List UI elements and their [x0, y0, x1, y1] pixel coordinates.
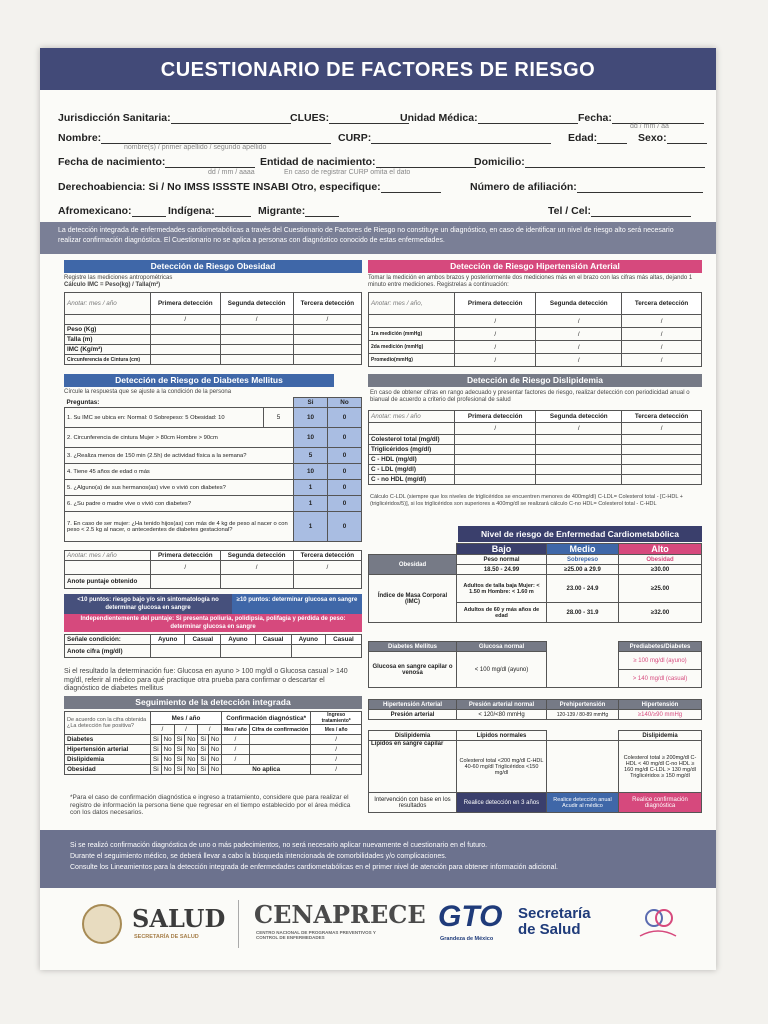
secretaria-salud-logo: Secretaría de Salud — [518, 905, 591, 938]
salud-logo-sub: SECRETARÍA DE SALUD — [134, 934, 199, 940]
footer-line-1: Si se realizó confirmación diagnóstica de uno o más padecimientos, no será necesario aplicar nuevamente el cuestionario en el futuro. — [70, 842, 488, 849]
diabetes-independent-note: Independientemente del puntaje: Si presenta poliuria, polidipsia, polifagia y pérdida de peso: determinar glucosa en sangre — [64, 614, 362, 632]
seguimiento-header: Seguimiento de la detección integrada — [64, 696, 362, 709]
dislipidemia-table: Anotar: mes / año Primera detección Segunda detección Tercera detección / / / Colesterol total (mg/dl) Triglicéridos (mg/dl) C - HDL (mg/dl) C - LDL (mg/dl) C - no HDL (mg/dl) — [368, 410, 702, 485]
obesidad-note: Registre las mediciones antropométricas — [64, 275, 173, 281]
curp-hint: En caso de registrar CURP omita el dato — [284, 169, 411, 176]
diabetes-score-table: Anotar: mes / año Primera detección Segunda detección Tercera detección / / / Anote puntaje obtenido — [64, 550, 362, 589]
obesidad-header: Detección de Riesgo Obesidad — [64, 260, 362, 273]
field-tel[interactable]: Tel / Cel: — [548, 205, 691, 217]
footer-notes — [40, 830, 716, 888]
nivel-header: Nivel de riesgo de Enfermedad Cardiometabólica — [458, 526, 702, 542]
seguimiento-footnote: *Para el caso de confirmación diagnóstica e ingreso a tratamiento, considere que para realizar el registro de información la persona tiene que regresar en el tiempo establecido por el área médica con los datos necesarios. — [70, 794, 351, 816]
cenaprece-logo: CENAPRECE — [254, 900, 426, 929]
obesidad-table: Anotar: mes / año Primera detección Segunda detección Tercera detección / / / Peso (Kg) Talla (m) IMC (Kg/m²) Circunferencia de Cintura (cm) — [64, 292, 362, 365]
nivel-hipertension-table: Hipertensión Arterial Presión arterial normal Prehipertensión Hipertensión Presión arterial < 120/<80 mmHg 120-139 / 80-89 mmHg ≥140/≥90 mmHg — [368, 699, 702, 720]
field-derechoabiencia[interactable]: Derechoabiencia: Si / No IMSS ISSSTE INSABI Otro, especifique: — [58, 181, 441, 193]
questionnaire-sheet — [40, 48, 716, 970]
field-unidad[interactable]: Unidad Médica: — [400, 112, 578, 124]
seguimiento-table: De acuerdo con la cifra obtenida ¿La detección fue positiva? Mes / año Confirmación diagnóstica* Ingreso tratamiento* / / / Mes / año Cifra de confirmación Mes / año Diabetes Si No Si No Si No / / Hipertensión arterial Si No Si No Si No / / Dislipidemia Si No Si No Si No / / Obesidad Si No Si No Si No No aplica / — [64, 711, 362, 775]
fecha-hint: dd / mm / aa — [630, 123, 669, 130]
diabetes-note: Círcule la respuesta que se ajuste a la condición de la persona — [64, 389, 232, 395]
field-domicilio[interactable]: Domicilio: — [474, 156, 705, 168]
diabetes-questions: Preguntas: Si No 1. Su IMC se ubica en: Normal: 0 Sobrepeso: 5 Obesidad: 10 5 10 0 2. Circunferencia de cintura Mujer > 80cm Hombre > 90cm 10 0 3. ¿Realiza menos de 150 min (2.5h) de actividad física a la semana? 5 0 4. Tiene 45 años de edad o más 10 0 5. ¿Alguno(a) de sus hermanos(as) vive o vivió con diabetes? 1 0 6. ¿Su padre o madre vive o vivió con diabetes? 1 0 7. En caso de ser mujer: ¿Ha tenido hijos(as) con más de 4 kg de peso al nacer o con peso < 2.5 kg al nacer, o antecedentes de diabetes gestacional? 1 0 — [64, 397, 362, 542]
program-logo-icon — [636, 904, 680, 944]
dislipidemia-header: Detección de Riesgo Dislipidemia — [368, 374, 702, 387]
diabetes-low-risk-note: <10 puntos: riesgo bajo y/o sin sintomatología no determinar glucosa en sangre — [64, 594, 232, 614]
nivel-riesgo-table: Bajo Medio Alto Obesidad Peso normal Sobrepeso Obesidad 18.50 - 24.99 ≥25.00 a 29.9 ≥30.00 Índice de Masa Corporal (IMC) Adultos de talla baja Mujer: < 1.50 m Hombre: < 1.60 m 23.00 - 24.9 ≥25.00 Adultos de 60 y más años de edad 28.00 - 31.9 ≥32.00 — [368, 543, 702, 623]
field-migrante[interactable]: Migrante: — [258, 205, 339, 217]
nombre-hint: nombre(s) / primer apellido / segundo apellido — [124, 144, 267, 151]
field-nacimiento[interactable]: Fecha de nacimiento: — [58, 156, 255, 168]
field-fecha[interactable]: Fecha: — [578, 112, 704, 124]
field-sexo[interactable]: Sexo: — [638, 132, 707, 144]
field-afiliacion[interactable]: Número de afiliación: — [470, 181, 703, 193]
hipertension-note: Tomar la medición en ambos brazos y posteriormente dos mediciones más en el brazo con las cifras más altas, dejando 1 minuto entre mediciones. Registrelas a continuación: — [368, 275, 693, 288]
gto-logo-sub: Grandeza de México — [440, 936, 494, 942]
obesidad-formula: Cálculo IMC = Peso(kg) / Talla(m²) — [64, 282, 161, 288]
gto-logo: GTO — [438, 900, 503, 933]
hipertension-header: Detección de Riesgo Hipertensión Arterial — [368, 260, 702, 273]
footer-line-2: Durante el seguimiento médico, se deberá llevar a cabo la búsqueda intencionada de comorbilidades y/o complicaciones. — [70, 853, 447, 860]
field-nombre[interactable]: Nombre: — [58, 132, 331, 144]
mexico-seal-icon — [82, 904, 122, 944]
nacimiento-hint: dd / mm / aaaa — [208, 169, 255, 176]
nivel-dislipidemia-table: Dislipidemia Lípidos normales Dislipidemia Lípidos en sangre capilar Colesterol total <200 mg/dl C-HDL 40-60 mg/dl Triglicéridos <150 mg/dl Colesterol total ≥ 200mg/dl C-HDL < 40 mg/dl C-no HDL ≥ 160 mg/dl C-LDL > 130 mg/dl Triglicéridos ≥ 150 mg/dl Intervención con base en los resultados Realice detección en 3 años Realice detección anual Acudir al médico Realice confirmación diagnóstica — [368, 730, 702, 813]
cenaprece-logo-sub: CENTRO NACIONAL DE PROGRAMAS PREVENTIVOS Y CONTROL DE ENFERMEDADES — [256, 930, 376, 940]
field-afromexicano[interactable]: Afromexicano: — [58, 205, 166, 217]
page-title: CUESTIONARIO DE FACTORES DE RIESGO — [40, 48, 716, 90]
field-curp[interactable]: CURP: — [338, 132, 551, 144]
diabetes-header: Detección de Riesgo de Diabetes Mellitus — [64, 374, 334, 387]
field-edad[interactable]: Edad: — [568, 132, 627, 144]
nivel-diabetes-table: Diabetes Mellitus Glucosa normal Prediabetes/Diabetes Glucosa en sangre capilar o venosa < 100 mg/dl (ayuno) ≥ 100 mg/dl (ayuno) > 140 mg/dl (casual) — [368, 641, 702, 688]
diabetes-referral-text: Si el resultado la determinación fue: Glucosa en ayuno > 100 mg/dl o Glucosa casual > 140 mg/dl, referir al médico para qué practique otra prueba para confirmar o descartar el diagnóstico de diabetes mellitus — [64, 668, 348, 692]
hipertension-table: Anotar: mes / año, Primera detección Segunda detección Tercera detección / / / 1ra medición (mmHg) / / / 2da medición (mmHg) / / / Promedio(mmHg) / / / — [368, 292, 702, 367]
dislipidemia-note: En caso de obtener cifras en rango adecuado y presentar factores de riesgo, realizar detección con periodicidad anual o bianual de acuerdo a criterio del profesional de salud — [370, 390, 690, 403]
footer-line-3: Consulte los Lineamientos para la detección integrada de enfermedades cardiometabólicas en el primer nivel de atención para obtener información adicional. — [70, 864, 558, 871]
diabetes-glucose-table: Señale condición: Ayuno Casual Ayuno Casual Ayuno Casual Anote cifra (mg/dl) — [64, 634, 362, 658]
salud-logo: SALUD — [132, 904, 226, 933]
field-clues[interactable]: CLUES: — [290, 112, 409, 124]
dislipidemia-calc: Cálculo C-LDL (siempre que los niveles de triglicéridos se encuentren menores de 400mg/dl) C-LDL= Colesterol total - [C-HDL + (triglicéridos/5)], si los triglicéridos son superiores a 400mg/dl se realizará cálculo C-no HDL= Colesterol total - C-HDL — [370, 494, 683, 507]
field-jurisdiccion[interactable]: Jurisdicción Sanitaria: — [58, 112, 291, 124]
disclaimer-notice: La detección integrada de enfermedades cardiometabólicas a través del Cuestionario de Factores de Riesgo no constituye un diagnóstico, en caso de identificar un nivel de riesgo alto será necesario realizar confirmación diagnóstica. El Cuestionario no se aplica a personas con diagnóstico conocido de estas enfermedades. — [40, 222, 716, 254]
field-entidad[interactable]: Entidad de nacimiento: — [260, 156, 476, 168]
diabetes-high-risk-note: ≥10 puntos: determinar glucosa en sangre — [232, 594, 362, 614]
field-indigena[interactable]: Indígena: — [168, 205, 251, 217]
logo-divider — [238, 900, 239, 948]
